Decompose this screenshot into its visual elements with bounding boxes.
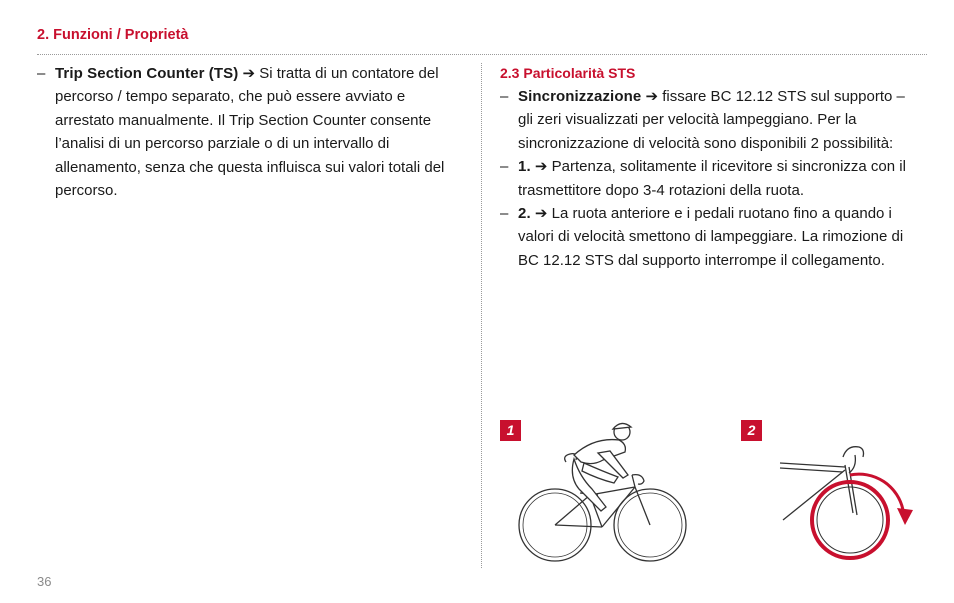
trip-section-counter-item	[37, 62, 467, 202]
right-column	[500, 62, 920, 272]
arrow-icon: ➔	[645, 88, 659, 105]
item-text: La ruota anteriore e i pedali ruotano fino a quando i valori di velocità smettono di lampeggiare. La rimozione di BC 12.12 STS dal supporto interrompe il collegamento.	[518, 205, 904, 269]
item-text: fissare BC 12.12 STS sul supporto – gli zeri visualizzati per velocità lampeggiano. Per la sincronizzazione di velocità sono disponibili 2 possibilità:	[518, 88, 905, 152]
cyclist-icon	[510, 415, 690, 565]
bullet-dash: –	[500, 205, 509, 223]
arrow-icon: ➔	[242, 65, 256, 82]
item-text: Si tratta di un contatore del percorso / tempo separato, che può essere avviato e arrestato manualmente. Il Trip Section Counter consente l’analisi di un percorso parziale o di un intervallo di allenamento, senza che questa influisca sui valori totali del percorso.	[55, 65, 445, 200]
bullet-dash: –	[500, 88, 509, 105]
item-term: 2.	[518, 205, 531, 223]
front-wheel-rotation-icon	[775, 415, 935, 565]
bullet-dash: –	[37, 65, 46, 82]
item-term: Trip Section Counter (TS)	[55, 65, 239, 82]
list-item	[500, 155, 920, 202]
subsection-title: 2.3 Particolarità STS	[500, 65, 636, 81]
arrow-icon: ➔	[534, 205, 548, 223]
figure-number-2: 2	[741, 420, 762, 441]
item-text: Partenza, solitamente il ricevitore si sincronizza con il trasmettitore dopo 3-4 rotazioni della ruota.	[518, 158, 906, 199]
page-number: 36	[37, 574, 52, 589]
top-divider	[37, 54, 927, 55]
item-term: Sincronizzazione	[518, 88, 642, 105]
left-column	[37, 62, 467, 202]
column-divider	[481, 63, 482, 568]
arrow-icon: ➔	[534, 158, 548, 176]
list-item	[500, 202, 920, 272]
list-item	[500, 85, 920, 155]
item-term: 1.	[518, 158, 531, 176]
section-title: 2. Funzioni / Proprietà	[37, 27, 189, 43]
bullet-dash: –	[500, 158, 509, 176]
figure-number-1: 1	[500, 420, 521, 441]
